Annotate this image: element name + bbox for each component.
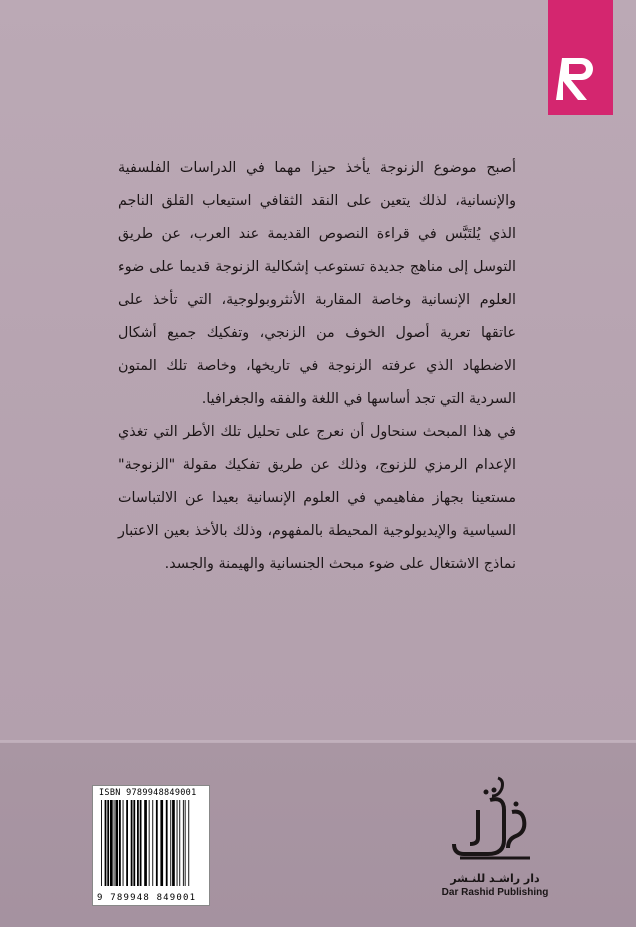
blurb-paragraph-2: في هذا المبحث سنحاول أن نعرج على تحليل تلك الأطر التي تغذي الإعدام الرمزي للزنوج، وذلك عن طريق تفكيك مقولة "الزنوجة" مستعينا بجهاز مفاهيمي في العلوم الإنسانية بعيدا عن الالتباسات السياسية والإيديولوجية المحيطة بالمفهوم، وذلك بالأخذ بعين الاعتبار نماذج الاشتغال على ضوء مبحث الجنسانية والهيمنة والجسد.: [118, 424, 516, 572]
barcode-bar: [160, 800, 163, 886]
barcode-bar: [144, 800, 147, 886]
barcode-bar: [137, 800, 139, 886]
barcode-bar: [140, 800, 142, 886]
barcode-bar: [115, 800, 118, 886]
barcode-bar: [177, 800, 178, 886]
panel-divider: [0, 740, 636, 743]
barcode-bar: [105, 800, 107, 886]
series-logo-r-icon: [548, 0, 613, 115]
barcode-bar: [179, 800, 180, 886]
barcode-bar: [123, 800, 124, 886]
barcode-bar: [149, 800, 150, 886]
barcode-bar: [101, 800, 102, 886]
isbn-label: ISBN 9789948849001: [99, 788, 197, 798]
blurb-text: [118, 152, 516, 581]
publisher-name-arabic: دار راشـد للنـشر: [450, 872, 540, 885]
barcode-bar: [114, 800, 115, 886]
barcode-bar: [183, 800, 184, 886]
barcode-bar: [170, 800, 171, 886]
blurb-paragraph-1: أصبح موضوع الزنوجة يأخذ حيزا مهما في الدراسات الفلسفية والإنسانية، لذلك يتعين على النقد الثقافي استيعاب القلق الناجم الذي يُلتَبَّس في قراءة النصوص القديمة عند العرب، عن طريق التوسل إلى مناهج جديدة تستوعب إشكالية الزنوجة قديما على ضوء العلوم الإنسانية وخاصة المقاربة الأنثروبولوجية، التي تأخذ على عاتقها تعرية أصول الخوف من الزنجي، وتفكيك جميع أشكال الاضطهاد الذي عرفته الزنوجة في تاريخها، وخاصة تلك المتون السردية التي تجد أساسها في اللغة والفقه والجغرافيا.: [118, 160, 516, 407]
barcode-bar: [185, 800, 186, 886]
publisher-calligraphy-icon: [420, 770, 570, 870]
barcode-bar: [133, 800, 135, 886]
barcode-bar: [119, 800, 121, 886]
barcode-bar: [126, 800, 128, 886]
barcode-bar: [152, 800, 153, 886]
barcode-bar: [172, 800, 175, 886]
isbn-barcode: [92, 785, 210, 906]
barcode-bar: [110, 800, 113, 886]
barcode-bar: [166, 800, 168, 886]
isbn-digits: 9 789948 849001: [97, 893, 197, 903]
publisher-logo: [420, 770, 570, 900]
barcode-bars: [99, 800, 203, 886]
publisher-name-english: Dar Rashid Publishing: [441, 887, 549, 898]
barcode-bar: [156, 800, 158, 886]
barcode-bar: [107, 800, 109, 886]
barcode-bar: [131, 800, 133, 886]
barcode-bar: [188, 800, 189, 886]
